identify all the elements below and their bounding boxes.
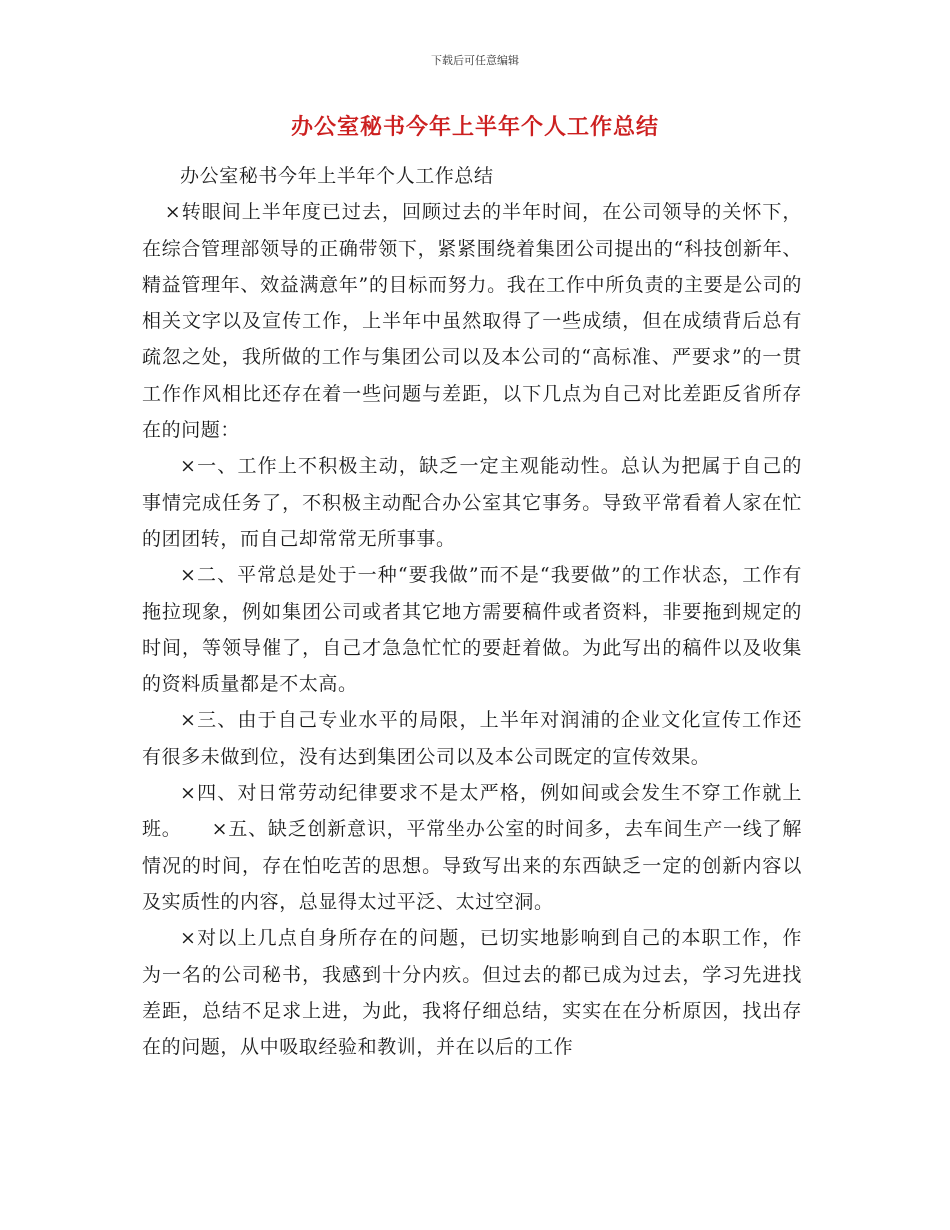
- body-paragraph-2: ×二、平常总是处于一种“要我做”而不是“我要做”的工作状态，工作有拖拉现象，例如集团公司或者其它地方需要稿件或者资料，非要拖到规定的时间，等领导催了，自己才急急忙忙的要赶着做。为此写出的稿件以及收集的资料质量都是不太高。: [142, 564, 802, 696]
- body-paragraph-1: ×一、工作上不积极主动，缺乏一定主观能动性。总认为把属于自己的事情完成任务了，不积极主动配合办公室其它事务。导致平常看着人家在忙的团团转，而自己却常常无所事事。: [142, 455, 802, 550]
- body-paragraph-intro: ×转眼间上半年度已过去，回顾过去的半年时间，在公司领导的关怀下，在综合管理部领导的正确带领下，紧紧围绕着集团公司提出的“科技创新年、精益管理年、效益满意年”的目标而努力。我在工作中所负责的主要是公司的相关文字以及宣传工作，上半年中虽然取得了一些成绩，但在成绩背后总有疏忽之处，我所做的工作与集团公司以及本公司的“高标准、严要求”的一贯工作作风相比还存在着一些问题与差距，以下几点为自己对比差距反省所存在的问题：: [142, 201, 802, 442]
- header-note: 下载后可任意编辑: [431, 54, 519, 67]
- body-paragraph-4: ×四、对日常劳动纪律要求不是太严格，例如间或会发生不穿工作就上班。 ×五、缺乏创新意识，平常坐办公室的时间多，去车间生产一线了解情况的时间，存在怕吃苦的思想。导致写出来的东西缺乏一定的创新内容以及实质性的内容，总显得太过平泛、太过空洞。: [142, 782, 802, 913]
- document-title: 办公室秘书今年上半年个人工作总结: [290, 115, 659, 140]
- body-paragraph-3: ×三、由于自己专业水平的局限，上半年对润浦的企业文化宣传工作还有很多未做到位，没有达到集团公司以及本公司既定的宣传效果。: [142, 709, 802, 768]
- subtitle-paragraph: 办公室秘书今年上半年个人工作总结: [180, 165, 494, 187]
- document-body: [142, 158, 802, 1065]
- body-paragraph-5: ×对以上几点自身所存在的问题，已切实地影响到自己的本职工作，作为一名的公司秘书，我感到十分内疚。但过去的都已成为过去，学习先进找差距，总结不足求上进，为此，我将仔细总结，实实在在分析原因，找出存在的问题，从中吸取经验和教训，并在以后的工作: [142, 927, 802, 1059]
